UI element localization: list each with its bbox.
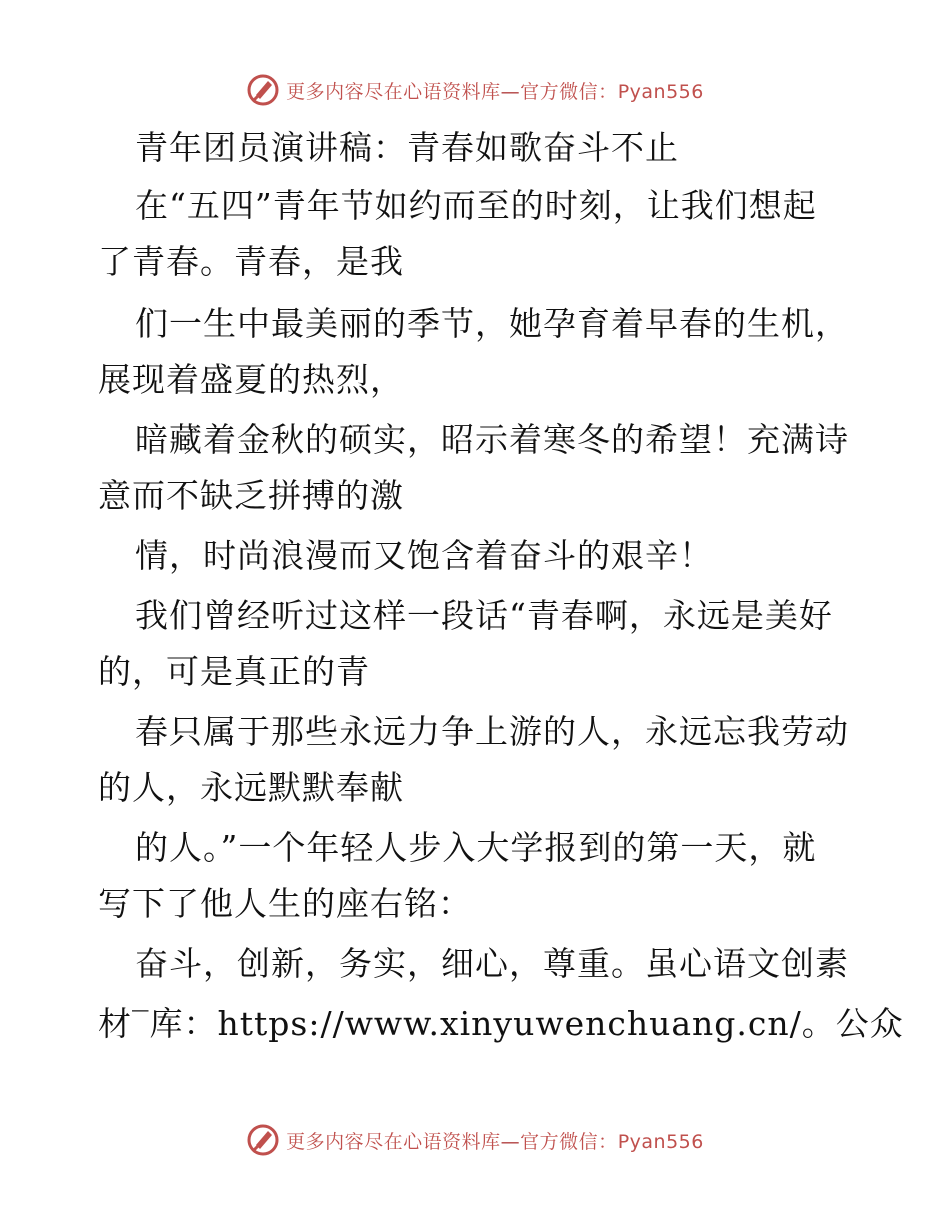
banner-separator: —: [500, 1130, 521, 1153]
wechat-id: Pyan556: [617, 80, 704, 103]
banner-separator: —: [500, 80, 521, 103]
wechat-label: 官方微信：: [520, 1130, 618, 1153]
paragraph-line: 材‾库：https://www.xinyuwenchuang.cn/。公众: [98, 1004, 904, 1043]
footer-banner: [0, 1120, 950, 1160]
banner-slogan: 更多内容尽在心语资料库: [286, 1130, 501, 1153]
paragraph-line: 的人。”一个年轻人步入大学报到的第一天，就: [135, 828, 817, 867]
paragraph-line: 了青春。青春，是我: [98, 242, 404, 281]
paragraph-line: 春只属于那些永远力争上游的人，永远忘我劳动: [135, 712, 849, 751]
paragraph-line: 展现着盛夏的热烈，: [98, 360, 404, 399]
paragraph-line: 我们曾经听过这样一段话“青春啊，永远是美好: [135, 596, 833, 635]
paragraph-line: 们一生中最美丽的季节，她孕育着早春的生机，: [135, 304, 849, 343]
paragraph-line: 情，时尚浪漫而又饱含着奋斗的艰辛！: [135, 536, 713, 575]
wechat-label: 官方微信：: [520, 80, 618, 103]
footer-banner-text: [286, 1127, 704, 1154]
banner-slogan: 更多内容尽在心语资料库: [286, 80, 501, 103]
paragraph-line: 的人，永远默默奉献: [98, 768, 404, 807]
brand-logo-icon: [246, 1123, 280, 1157]
paragraph-line: 的，可是真正的青: [98, 652, 370, 691]
paragraph-line: 奋斗，创新，务实，细心，尊重。虽心语文创素: [135, 944, 849, 983]
wechat-id: Pyan556: [617, 1130, 704, 1153]
document-title: 青年团员演讲稿：青春如歌奋斗不止: [135, 128, 679, 167]
paragraph-line: 写下了他人生的座右铭：: [98, 884, 472, 923]
paragraph-line: 在“五四”青年节如约而至的时刻，让我们想起: [135, 186, 817, 225]
paragraph-line: 意而不缺乏拼搏的激: [98, 476, 404, 515]
paragraph-line: 暗藏着金秋的硕实，昭示着寒冬的希望！充满诗: [135, 420, 849, 459]
